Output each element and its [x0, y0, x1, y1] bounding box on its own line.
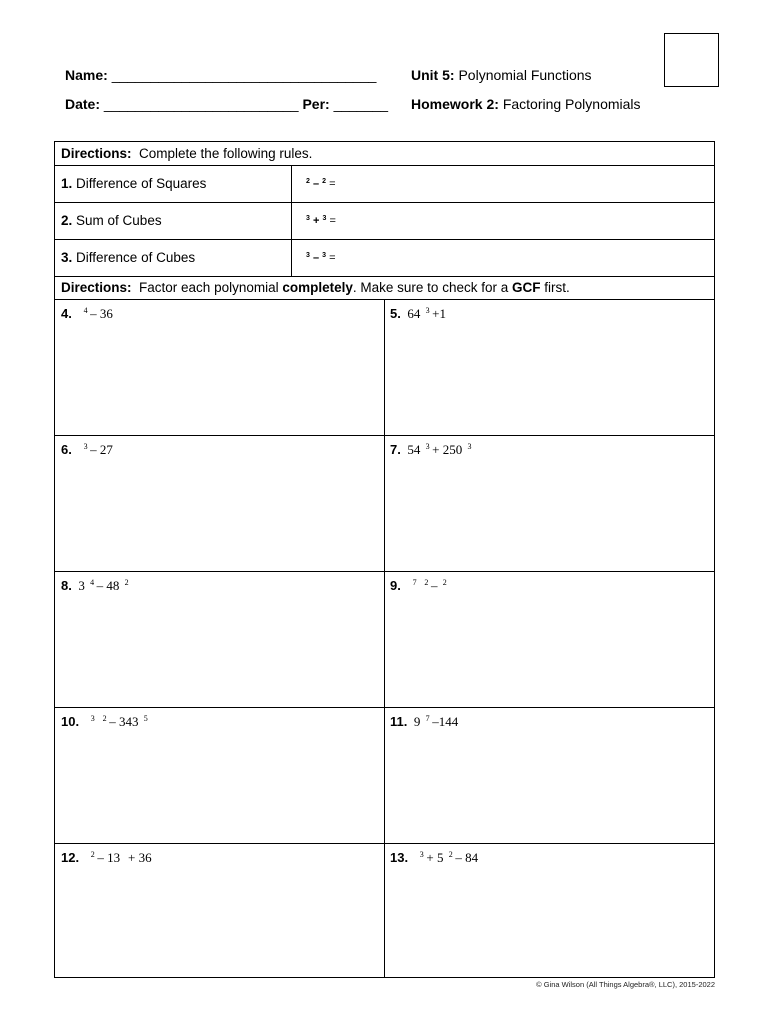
exponent: 3	[322, 252, 327, 259]
name-line: __________________________________	[111, 67, 377, 83]
unit-label: Unit 5:	[411, 67, 455, 83]
problem-6	[61, 439, 121, 458]
rule-difference-of-squares	[61, 176, 206, 192]
rule-number: 2.	[61, 213, 73, 228]
divider	[55, 202, 714, 203]
date-field	[65, 96, 388, 112]
expression-term: – 27	[90, 442, 113, 457]
exponent: 2	[124, 578, 129, 587]
exponent: 4	[83, 306, 88, 315]
per-label: Per:	[302, 96, 330, 112]
exponent: 3	[90, 714, 95, 723]
problem-number: 4.	[61, 306, 72, 321]
exponent: 4	[90, 578, 95, 587]
problem-number: 13.	[390, 850, 409, 865]
expression-term: 54	[407, 442, 421, 457]
directions-emphasis: completely	[282, 280, 353, 295]
homework-title: Factoring Polynomials	[502, 96, 641, 112]
operator: –	[312, 252, 320, 264]
exponent: 3	[322, 215, 327, 222]
divider	[55, 239, 714, 240]
problem-7	[390, 439, 474, 458]
exponent: 2	[424, 578, 429, 587]
expression-term: 64	[407, 306, 421, 321]
exponent: 2	[442, 578, 447, 587]
problem-number: 10.	[61, 714, 80, 729]
rule-sum-of-cubes	[61, 213, 162, 229]
divider	[55, 276, 714, 277]
date-label: Date:	[65, 96, 101, 112]
exponent: 2	[322, 178, 327, 185]
rule-name: Difference of Cubes	[76, 250, 196, 265]
expression-term: – 84	[455, 850, 479, 865]
factor-directions	[61, 280, 570, 296]
worksheet-table	[54, 141, 715, 978]
exponent: 2	[90, 850, 95, 859]
rule-name: Sum of Cubes	[76, 213, 162, 228]
exponent: 7	[425, 714, 430, 723]
problem-13	[390, 847, 486, 866]
expression-term: – 36	[90, 306, 113, 321]
problem-9	[390, 575, 449, 594]
unit-title: Polynomial Functions	[458, 67, 592, 83]
expression-term: + 5	[426, 850, 444, 865]
rule-expression-2	[306, 215, 336, 227]
problem-12	[61, 847, 159, 866]
divider	[384, 299, 385, 978]
problem-4	[61, 303, 121, 322]
problem-8	[61, 575, 131, 594]
problem-number: 7.	[390, 442, 401, 457]
directions-text: first.	[544, 280, 570, 295]
directions-text: Factor each polynomial	[139, 280, 279, 295]
per-line: _______	[333, 96, 389, 112]
problem-number: 11.	[390, 714, 408, 729]
expression-term: 9	[413, 714, 421, 729]
expression-term: + 36	[127, 850, 152, 865]
problem-number: 5.	[390, 306, 401, 321]
date-line: _________________________	[103, 96, 299, 112]
operator: –	[312, 178, 320, 190]
exponent: 3	[419, 850, 424, 859]
homework-heading	[411, 96, 641, 112]
rule-number: 1.	[61, 176, 73, 191]
rule-difference-of-cubes	[61, 250, 195, 266]
name-label: Name:	[65, 67, 108, 83]
problem-11	[390, 711, 466, 730]
divider	[291, 165, 292, 276]
expression-term: –	[431, 578, 438, 593]
homework-label: Homework 2:	[411, 96, 499, 112]
exponent: 3	[83, 442, 88, 451]
exponent: 3	[306, 252, 310, 259]
rules-directions-text: Complete the following rules.	[139, 146, 313, 161]
factor-directions-label: Directions:	[61, 280, 132, 295]
problem-number: 6.	[61, 442, 72, 457]
problem-5	[390, 303, 454, 322]
problem-10	[61, 711, 150, 730]
expression-term: – 48	[96, 578, 120, 593]
directions-emphasis: GCF	[512, 280, 541, 295]
copyright-footer: © Gina Wilson (All Things Algebra®, LLC), 2015-2022	[536, 980, 715, 989]
equals-sign: =	[329, 215, 336, 227]
exponent: 3	[306, 215, 310, 222]
exponent: 3	[425, 306, 430, 315]
exponent: 3	[467, 442, 472, 451]
expression-term: +1	[432, 306, 447, 321]
exponent: 2	[102, 714, 107, 723]
problem-number: 8.	[61, 578, 72, 593]
exponent: 2	[306, 178, 310, 185]
rule-expression-1	[306, 178, 336, 190]
expression-term: 3	[78, 578, 85, 593]
rule-number: 3.	[61, 250, 73, 265]
rules-directions-label: Directions:	[61, 146, 132, 161]
expression-term: – 343	[109, 714, 139, 729]
exponent: 2	[448, 850, 453, 859]
exponent: 5	[143, 714, 148, 723]
expression-term: –144	[432, 714, 459, 729]
equals-sign: =	[329, 178, 336, 190]
problem-number: 9.	[390, 578, 401, 593]
unit-heading	[411, 67, 592, 83]
rules-directions	[61, 146, 312, 162]
expression-term: – 13	[97, 850, 121, 865]
equals-sign: =	[329, 252, 336, 264]
operator: +	[312, 215, 320, 227]
expression-term: + 250	[432, 442, 463, 457]
divider	[55, 165, 714, 166]
rule-expression-3	[306, 252, 336, 264]
score-box	[664, 33, 719, 87]
exponent: 7	[412, 578, 417, 587]
exponent: 3	[425, 442, 430, 451]
rule-name: Difference of Squares	[76, 176, 207, 191]
name-field	[65, 67, 376, 83]
directions-text: . Make sure to check for a	[352, 280, 509, 295]
problem-number: 12.	[61, 850, 80, 865]
